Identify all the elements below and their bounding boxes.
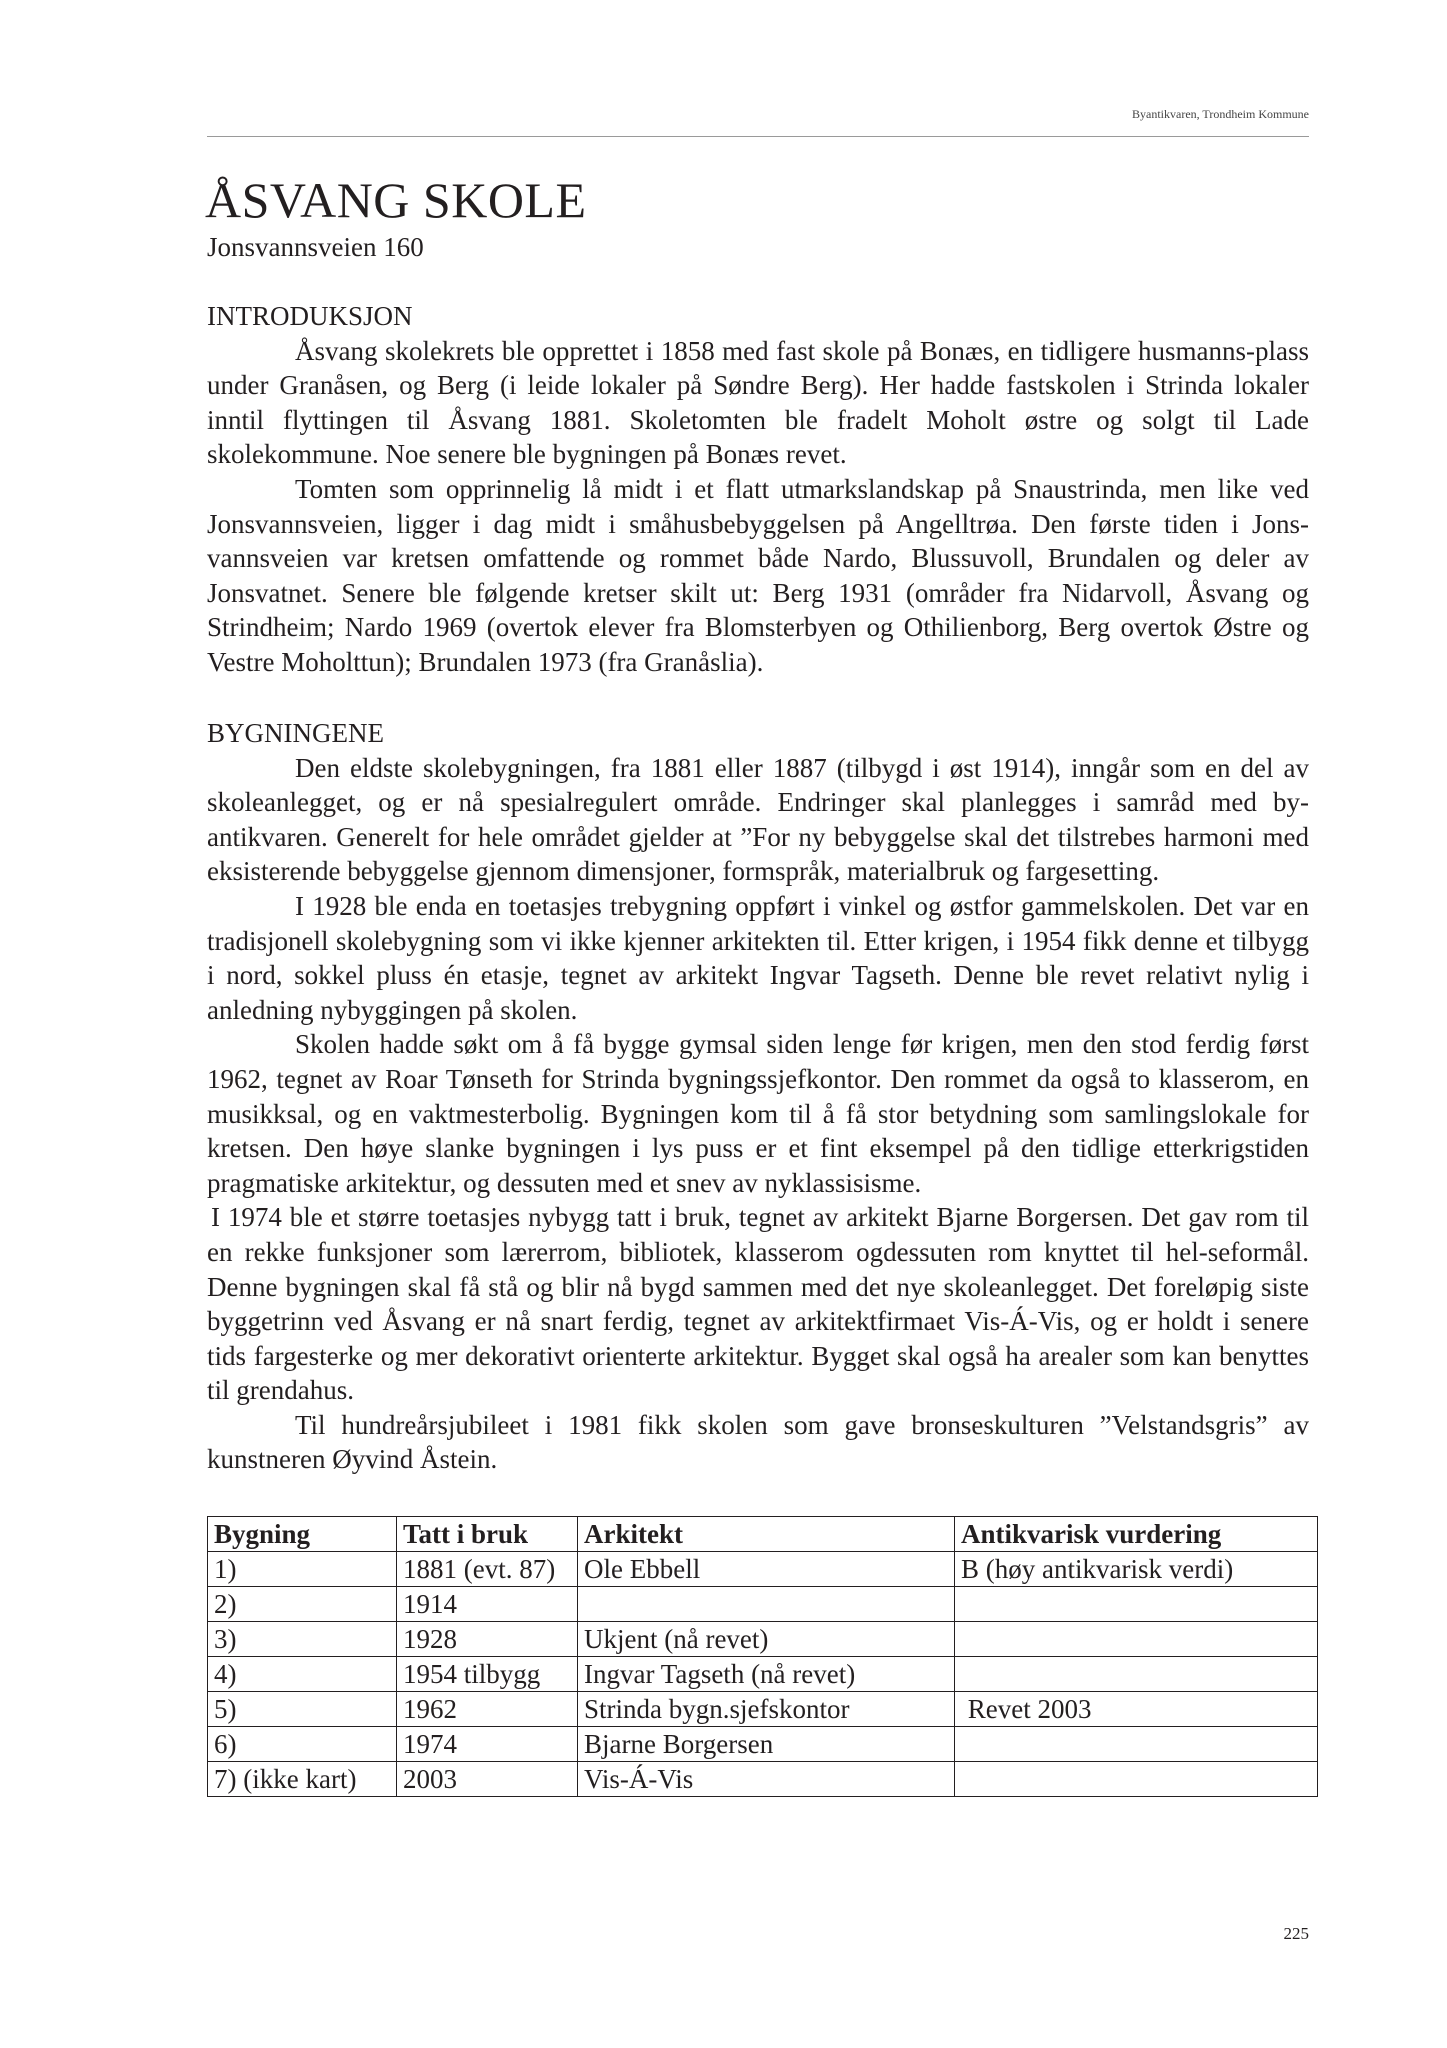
section-heading: INTRODUKSJON <box>207 301 413 331</box>
paragraph: Tomten som opprinnelig lå midt i et flatt utmarkslandskap på Snaustrinda, men like ved Jonsvannsveien, ligger i dag midt i småhusbebyggelsen på Angelltrøa. Den første tiden i Jons-vannsveien var kretsen omfattende og rommet både Nardo, Blussuvoll, Brundalen og deler av Jonsvatnet. Senere ble følgende kretser skilt ut: Berg 1931 (områder fra Nidarvoll, Åsvang og Strindheim; Nardo 1969 (overtok elever fra Blomsterbyen og Othilienborg, Berg overtok Østre og Vestre Moholttun); Brundalen 1973 (fra Granåslia). <box>207 473 1309 677</box>
table-cell: Bjarne Borgersen <box>578 1727 955 1762</box>
section-heading: BYGNINGENE <box>207 718 384 748</box>
table-cell: Ingvar Tagseth (nå revet) <box>578 1657 955 1692</box>
column-header-bygning: Bygning <box>208 1517 397 1552</box>
page-number: 225 <box>1283 1924 1309 1943</box>
buildings-table <box>207 1516 1318 1797</box>
column-header-antikvarisk-vurdering: Antikvarisk vurdering <box>955 1517 1318 1552</box>
table-row <box>208 1657 1318 1692</box>
table-row <box>208 1587 1318 1622</box>
table-cell: 1928 <box>397 1622 578 1657</box>
table-cell <box>955 1587 1318 1622</box>
table-cell <box>955 1622 1318 1657</box>
table-cell: B (høy antikvarisk verdi) <box>955 1552 1318 1587</box>
table-cell: 1974 <box>397 1727 578 1762</box>
running-head: Byantikvaren, Trondheim Kommune <box>1132 107 1309 121</box>
table-cell: Vis-Á-Vis <box>578 1762 955 1797</box>
section-bygningene <box>207 716 1309 1477</box>
paragraph: I 1928 ble enda en toetasjes trebygning oppført i vinkel og østfor gammelskolen. Det var en tradisjonell skolebygning som vi ikke kjenner arkitekten til. Etter krigen, i 1954 fikk denne et tilbygg i nord, sokkel pluss én etasje, tegnet av arkitekt Ingvar Tagseth. Denne ble revet relativt nylig i anledning nybyggingen på skolen. <box>207 890 1309 1025</box>
table-cell: 3) <box>208 1622 397 1657</box>
table-cell: 6) <box>208 1727 397 1762</box>
table-cell: 1914 <box>397 1587 578 1622</box>
table-cell: 2003 <box>397 1762 578 1797</box>
table-cell <box>955 1762 1318 1797</box>
table-row <box>208 1692 1318 1727</box>
table-row <box>208 1622 1318 1657</box>
table-cell <box>955 1727 1318 1762</box>
table-cell: Ukjent (nå revet) <box>578 1622 955 1657</box>
paragraph: Åsvang skolekrets ble opprettet i 1858 med fast skole på Bonæs, en tidligere husmanns-plass under Granåsen, og Berg (i leide lokaler på Søndre Berg). Her hadde fastskolen i Strinda lokaler inntil flyttingen til Åsvang 1881. Skoletomten ble fradelt Moholt østre og solgt til Lade skolekommune. Noe senere ble bygningen på Bonæs revet. <box>207 335 1309 470</box>
table-header-row <box>208 1517 1318 1552</box>
paragraph: Skolen hadde søkt om å få bygge gymsal siden lenge før krigen, men den stod ferdig først 1962, tegnet av Roar Tønseth for Strinda bygningssjefkontor. Den rommet da også to klasserom, en musikksal, og en vaktmesterbolig. Bygningen kom til å få stor betydning som samlingslokale for kretsen. Den høye slanke bygningen i lys puss er et fint eksempel på den tidlige etterkrigstiden pragmatiske arkitektur, og dessuten med et snev av nyklassisisme. <box>207 1029 1309 1198</box>
header-rule <box>207 136 1309 137</box>
table-cell: Revet 2003 <box>955 1692 1318 1727</box>
section-introduksjon <box>207 299 1309 680</box>
column-header-arkitekt: Arkitekt <box>578 1517 955 1552</box>
table-cell: 7) (ikke kart) <box>208 1762 397 1797</box>
table-cell: 5) <box>208 1692 397 1727</box>
paragraph: I 1974 ble et større toetasjes nybygg tatt i bruk, tegnet av arkitekt Bjarne Borgersen. Det gav rom til en rekke funksjoner som lærerrom, bibliotek, klasserom ogdessuten rom knyttet til hel-seformål. Denne bygningen skal få stå og blir nå bygd sammen med det nye skoleanlegget. Det foreløpig siste byggetrinn ved Åsvang er nå snart ferdig, tegnet av arkitektfirmaet Vis-Á-Vis, og er holdt i senere tids fargesterke og mer dekorativt orienterte arkitektur. Bygget skal også ha arealer som kan benyttes til grendahus. <box>207 1202 1309 1406</box>
table-row <box>208 1762 1318 1797</box>
paragraph: Den eldste skolebygningen, fra 1881 eller 1887 (tilbygd i øst 1914), inngår som en del av skoleanlegget, og er nå spesialregulert område. Endringer skal planlegges i samråd med by-antikvaren. Generelt for hele området gjelder at ”For ny bebyggelse skal det tilstrebes harmoni med eksisterende bebyggelse gjennom dimensjoner, formspråk, materialbruk og fargesetting. <box>207 752 1309 887</box>
table-cell: 1881 (evt. 87) <box>397 1552 578 1587</box>
table-cell: 1954 tilbygg <box>397 1657 578 1692</box>
page-subtitle: Jonsvannsveien 160 <box>207 232 424 262</box>
paragraph: Til hundreårsjubileet i 1981 fikk skolen som gave bronseskulturen ”Velstandsgris” av kunstneren Øyvind Åstein. <box>207 1409 1309 1475</box>
table-row <box>208 1727 1318 1762</box>
page-title: ÅSVANG SKOLE <box>205 172 587 228</box>
table-cell: Ole Ebbell <box>578 1552 955 1587</box>
table-cell <box>955 1657 1318 1692</box>
table-cell: 1) <box>208 1552 397 1587</box>
table-cell <box>578 1587 955 1622</box>
column-header-tatt-i-bruk: Tatt i bruk <box>397 1517 578 1552</box>
table-row <box>208 1552 1318 1587</box>
table-cell: 1962 <box>397 1692 578 1727</box>
table-cell: Strinda bygn.sjefskontor <box>578 1692 955 1727</box>
table-cell: 4) <box>208 1657 397 1692</box>
table-cell: 2) <box>208 1587 397 1622</box>
